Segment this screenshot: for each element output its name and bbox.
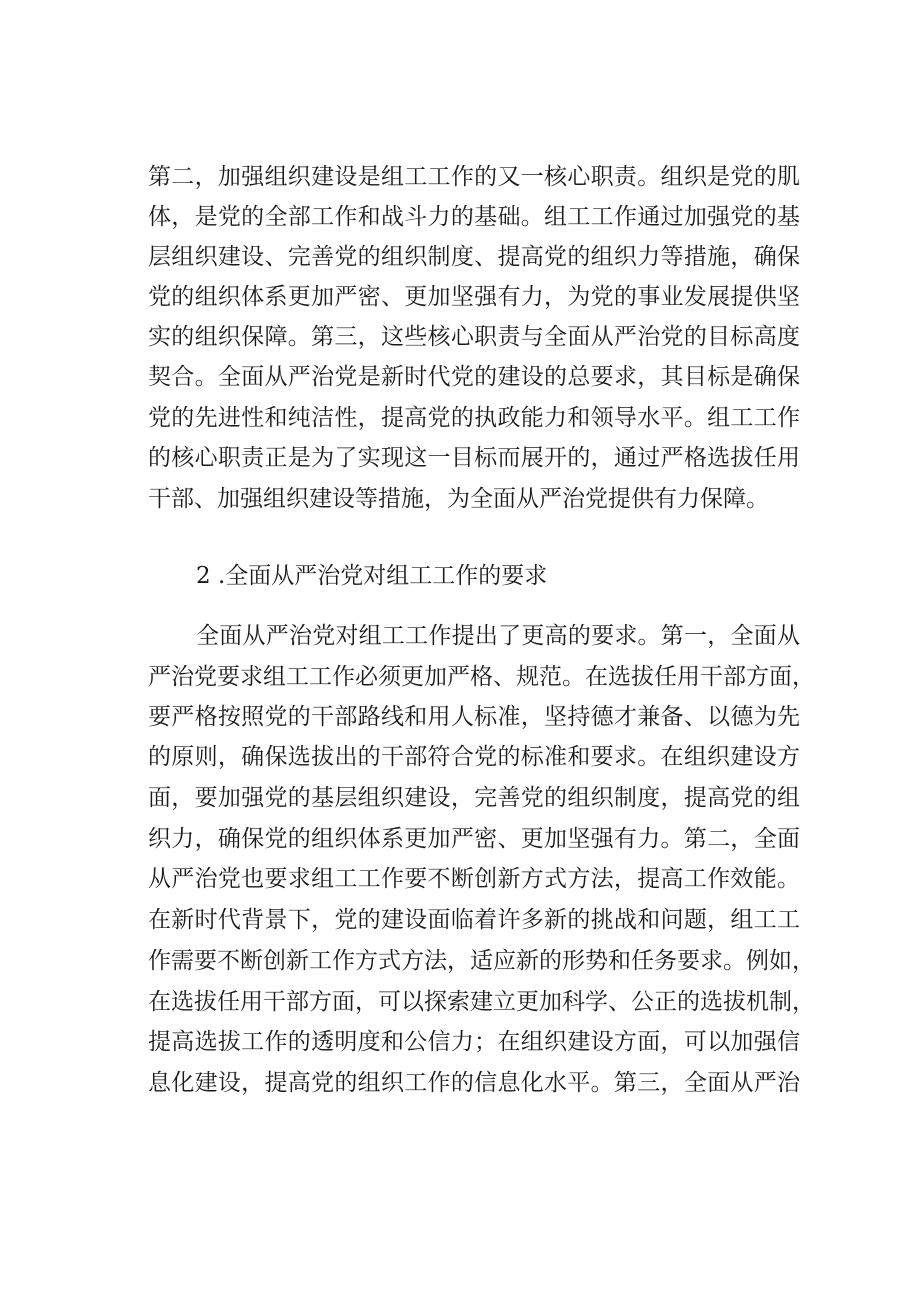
text-line: 层组织建设、完善党的组织制度、提高党的组织力等措施，确保 [148, 244, 800, 270]
text-line: 全面从严治党对组工工作提出了更高的要求。第一，全面从 [196, 623, 800, 649]
text-line: 作需要不断创新工作方式方法，适应新的形势和任务要求。例如， [148, 948, 815, 974]
text-line: 党的先进性和纯洁性，提高党的执政能力和领导水平。组工工作 [148, 405, 800, 431]
text-line: 提高选拔工作的透明度和公信力；在组织建设方面，可以加强信 [148, 1029, 800, 1055]
text-line: 在选拔任用干部方面，可以探索建立更加科学、公正的选拔机制， [148, 989, 815, 1015]
section-heading: 2 .全面从严治党对组工工作的要求 [196, 563, 548, 589]
text-line: 干部、加强组织建设等措施，为全面从严治党提供有力保障。 [148, 486, 769, 512]
text-line: 息化建设，提高党的组织工作的信息化水平。第三，全面从严治 [148, 1070, 800, 1096]
text-line: 面，要加强党的基层组织建设，完善党的组织制度，提高党的组 [148, 785, 800, 811]
text-line: 从严治党也要求组工工作要不断创新方式方法，提高工作效能。 [148, 866, 800, 892]
text-line: 严治党要求组工工作必须更加严格、规范。在选拔任用干部方面， [148, 664, 815, 690]
text-line: 实的组织保障。第三，这些核心职责与全面从严治党的目标高度 [148, 324, 800, 350]
text-line: 体，是党的全部工作和战斗力的基础。组工工作通过加强党的基 [148, 204, 800, 230]
text-line: 的核心职责正是为了实现这一目标而展开的，通过严格选拔任用 [148, 445, 800, 471]
text-line: 契合。全面从严治党是新时代党的建设的总要求，其目标是确保 [148, 364, 800, 390]
text-line: 的原则，确保选拔出的干部符合党的标准和要求。在组织建设方 [148, 744, 800, 770]
text-line: 织力，确保党的组织体系更加严密、更加坚强有力。第二，全面 [148, 826, 800, 852]
text-line: 第二，加强组织建设是组工工作的又一核心职责。组织是党的肌 [148, 164, 800, 190]
text-line: 党的组织体系更加严密、更加坚强有力，为党的事业发展提供坚 [148, 284, 800, 310]
text-line: 要严格按照党的干部路线和用人标准，坚持德才兼备、以德为先 [148, 704, 800, 730]
text-line: 在新时代背景下，党的建设面临着许多新的挑战和问题，组工工 [148, 907, 800, 933]
